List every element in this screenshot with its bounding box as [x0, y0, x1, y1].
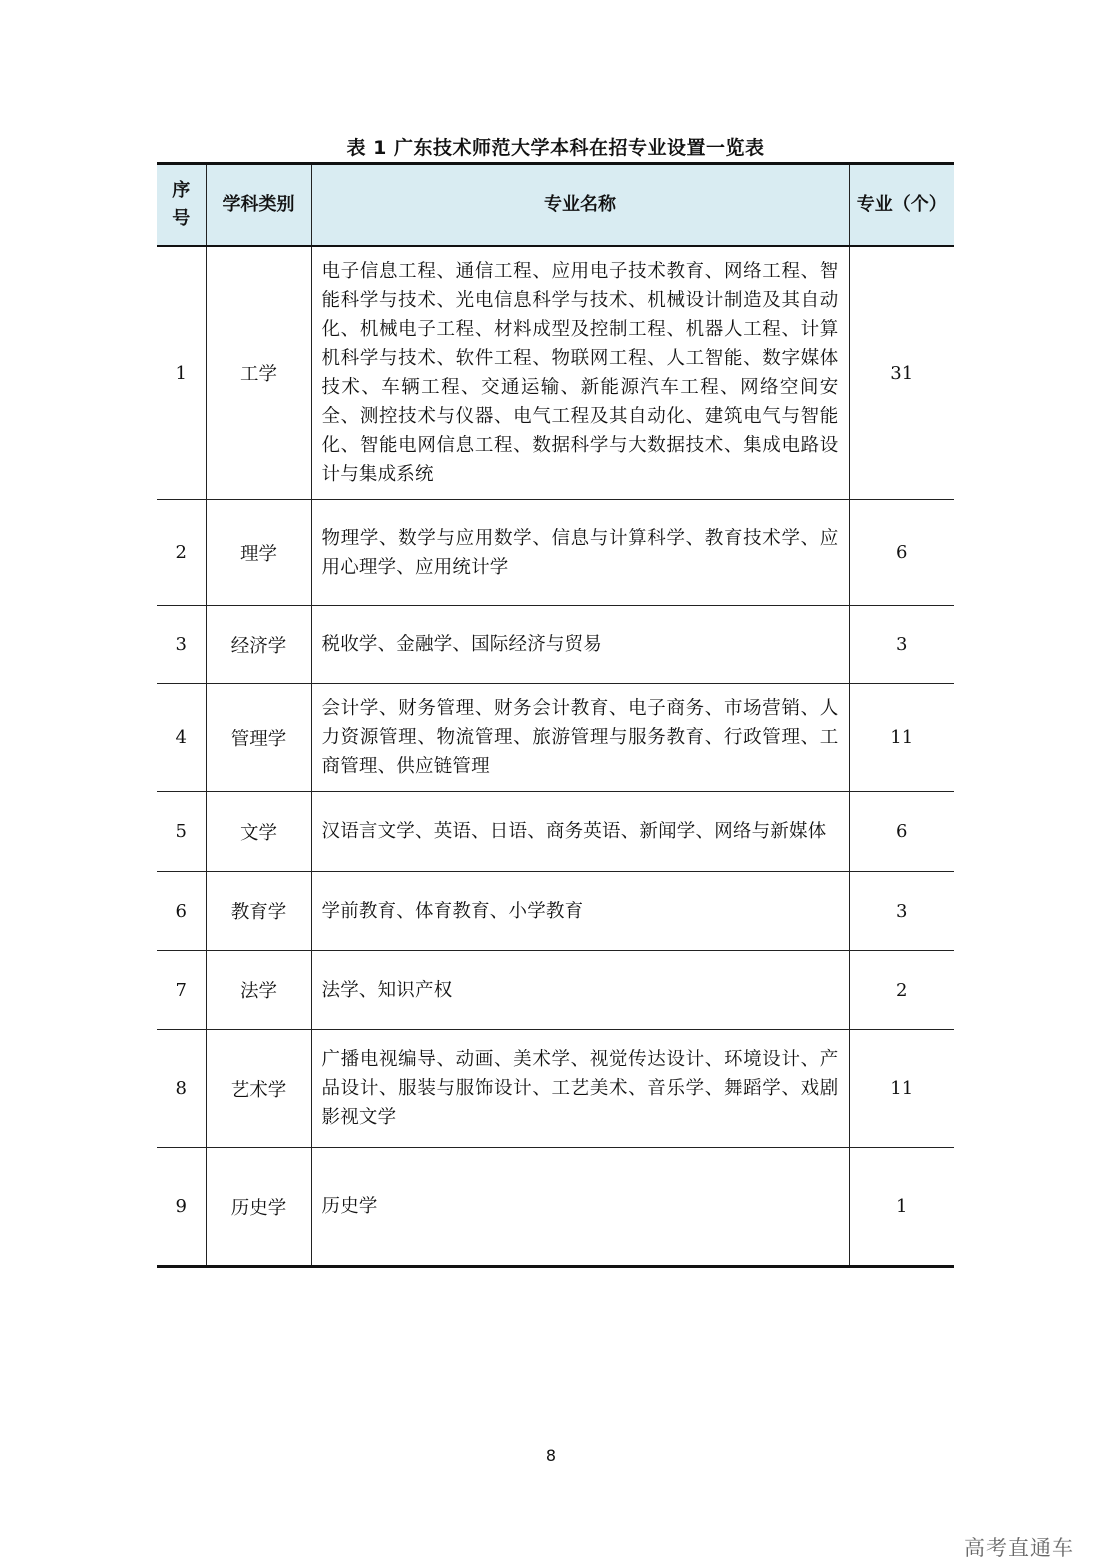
row-category: 文学 [206, 792, 311, 872]
table-row [157, 951, 954, 1030]
row-count: 11 [849, 1030, 954, 1148]
table-row [157, 500, 954, 606]
row-number: 7 [157, 951, 206, 1030]
watermark: 高考直通车 [964, 1536, 1074, 1560]
table-caption: 表 1 广东技术师范大学本科在招专业设置一览表 [346, 137, 765, 159]
header-count: 专业（个） [849, 164, 954, 247]
header-category: 学科类别 [206, 164, 311, 247]
table-header-row [157, 164, 954, 247]
row-majors: 历史学 [311, 1148, 849, 1267]
row-category: 理学 [206, 500, 311, 606]
row-number: 5 [157, 792, 206, 872]
row-category: 工学 [206, 246, 311, 500]
row-count: 3 [849, 872, 954, 951]
majors-table [157, 162, 954, 1268]
row-count: 11 [849, 684, 954, 792]
row-majors: 税收学、金融学、国际经济与贸易 [311, 606, 849, 684]
row-majors: 广播电视编导、动画、美术学、视觉传达设计、环境设计、产品设计、服装与服饰设计、工艺美术、音乐学、舞蹈学、戏剧影视文学 [311, 1030, 849, 1148]
row-majors: 法学、知识产权 [311, 951, 849, 1030]
row-number: 4 [157, 684, 206, 792]
header-number-line1: 序 [172, 180, 191, 201]
page-number: 8 [545, 1446, 557, 1465]
row-number: 2 [157, 500, 206, 606]
row-category: 教育学 [206, 872, 311, 951]
header-number [157, 164, 206, 247]
row-majors: 汉语言文学、英语、日语、商务英语、新闻学、网络与新媒体 [311, 792, 849, 872]
row-majors: 电子信息工程、通信工程、应用电子技术教育、网络工程、智能科学与技术、光电信息科学与技术、机械设计制造及其自动化、机械电子工程、材料成型及控制工程、机器人工程、计算机科学与技术、软件工程、物联网工程、人工智能、数字媒体技术、车辆工程、交通运输、新能源汽车工程、网络空间安全、测控技术与仪器、电气工程及其自动化、建筑电气与智能化、智能电网信息工程、数据科学与大数据技术、集成电路设计与集成系统 [311, 246, 849, 500]
row-category: 历史学 [206, 1148, 311, 1267]
row-number: 1 [157, 246, 206, 500]
table-row [157, 1030, 954, 1148]
table-row [157, 606, 954, 684]
table-row [157, 246, 954, 500]
header-number-line2: 号 [172, 208, 191, 229]
row-number: 8 [157, 1030, 206, 1148]
row-count: 2 [849, 951, 954, 1030]
row-category: 经济学 [206, 606, 311, 684]
row-category: 法学 [206, 951, 311, 1030]
table-row [157, 684, 954, 792]
table-row [157, 792, 954, 872]
header-majors: 专业名称 [311, 164, 849, 247]
row-count: 31 [849, 246, 954, 500]
row-majors: 会计学、财务管理、财务会计教育、电子商务、市场营销、人力资源管理、物流管理、旅游管理与服务教育、行政管理、工商管理、供应链管理 [311, 684, 849, 792]
table-row [157, 1148, 954, 1267]
row-category: 管理学 [206, 684, 311, 792]
row-majors: 学前教育、体育教育、小学教育 [311, 872, 849, 951]
row-category: 艺术学 [206, 1030, 311, 1148]
row-count: 1 [849, 1148, 954, 1267]
row-number: 9 [157, 1148, 206, 1267]
row-number: 3 [157, 606, 206, 684]
row-count: 3 [849, 606, 954, 684]
table-row [157, 872, 954, 951]
row-majors: 物理学、数学与应用数学、信息与计算科学、教育技术学、应用心理学、应用统计学 [311, 500, 849, 606]
row-count: 6 [849, 792, 954, 872]
row-number: 6 [157, 872, 206, 951]
row-count: 6 [849, 500, 954, 606]
